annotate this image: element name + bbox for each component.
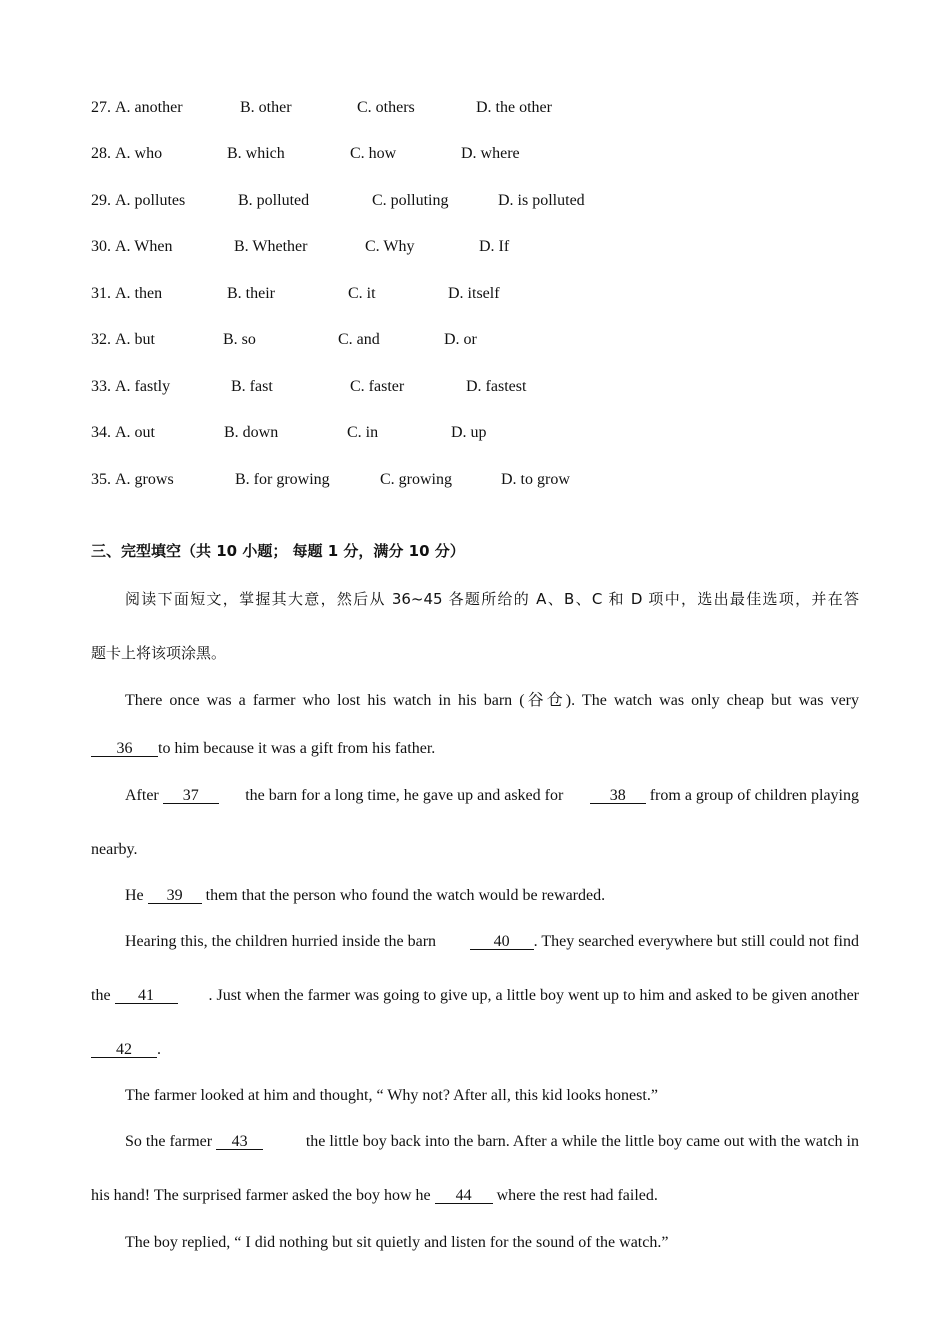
option-d: D. the other: [476, 99, 552, 116]
passage-line: He 39 them that the person who found the watch would be rewarded.: [125, 887, 606, 904]
passage-line: the 41 . Just when the farmer was going to give up, a little boy went up to him and asked to be given another: [91, 987, 859, 1004]
passage-line: 42 .: [91, 1041, 161, 1059]
passage-line: Hearing this, the children hurried inside the barn 40 . They searched everywhere but still could not find: [125, 933, 859, 950]
option-a: A. pollutes: [115, 192, 186, 209]
option-a: A. When: [115, 238, 173, 255]
passage-text: to him because it was a gift from his father.: [158, 740, 436, 757]
option-d: D. where: [461, 145, 520, 162]
option-d: D. is polluted: [498, 192, 585, 209]
passage-line: The boy replied, “ I did nothing but sit quietly and listen for the sound of the watch.”: [125, 1234, 669, 1251]
option-a: A. but: [115, 331, 155, 348]
passage-line: his hand! The surprised farmer asked the boy how he 44 where the rest had failed.: [91, 1187, 658, 1204]
question-number: 31.: [91, 285, 111, 302]
answer-blank: 42: [91, 1042, 157, 1058]
option-a: A. fastly: [115, 378, 171, 395]
question-number: 29.: [91, 192, 111, 209]
option-b: B. fast: [231, 378, 273, 395]
option-c: C. faster: [350, 378, 405, 395]
answer-blank: 36: [91, 741, 158, 757]
option-c: C. how: [350, 145, 397, 162]
option-c: C. it: [348, 285, 376, 302]
option-c: C. growing: [380, 471, 452, 488]
option-a: A. out: [115, 424, 155, 441]
question-number: 27.: [91, 99, 111, 116]
option-d: D. up: [451, 424, 487, 441]
instructions-line-1: 阅读下面短文，掌握其大意，然后从 36~45 各题所给的 A、B、C 和 D 项中，选出最佳选项，并在答: [125, 590, 859, 608]
question-number: 32.: [91, 331, 111, 348]
option-a: A. another: [115, 99, 183, 116]
passage-line: There once was a farmer who lost his watch in his barn (谷仓). The watch was only cheap but was very: [125, 692, 859, 709]
answer-blank: 38: [590, 788, 646, 804]
passage-line: So the farmer 43 the little boy back into the barn. After a while the little boy came out with the watch in: [125, 1133, 859, 1150]
option-b: B. other: [240, 99, 292, 116]
option-a: A. grows: [115, 471, 174, 488]
passage-text: After 37: [125, 787, 219, 805]
option-d: D. fastest: [466, 378, 527, 395]
passage-line: nearby.: [91, 841, 138, 858]
question-number: 34.: [91, 424, 111, 441]
option-c: C. others: [357, 99, 415, 116]
option-c: C. in: [347, 424, 379, 441]
passage-line: [125, 787, 859, 805]
answer-blank: 44: [435, 1188, 493, 1204]
answer-blank: 37: [163, 788, 219, 804]
instructions-line-2: 题卡上将该项涂黑。: [91, 644, 227, 662]
option-b: B. polluted: [238, 192, 310, 209]
option-a: A. then: [115, 285, 163, 302]
option-b: B. their: [227, 285, 275, 302]
answer-blank: 43: [216, 1134, 263, 1150]
question-number: 30.: [91, 238, 111, 255]
option-d: D. If: [479, 238, 510, 255]
answer-blank: 40: [470, 934, 534, 950]
question-number: 33.: [91, 378, 111, 395]
passage-line: The farmer looked at him and thought, “ Why not? After all, this kid looks honest.”: [125, 1087, 658, 1104]
section-heading: 三、完型填空（共 10 小题； 每题 1 分，满分 10 分）: [91, 542, 465, 560]
answer-blank: 41: [115, 988, 178, 1004]
passage-text: the barn for a long time, he gave up and asked for: [245, 787, 564, 804]
option-d: D. to grow: [501, 471, 570, 488]
option-b: B. Whether: [234, 238, 308, 255]
option-c: C. polluting: [372, 192, 449, 209]
option-b: B. so: [223, 331, 256, 348]
option-c: C. Why: [365, 238, 415, 255]
option-a: A. who: [115, 145, 163, 162]
answer-blank: 39: [148, 888, 202, 904]
option-b: B. for growing: [235, 471, 330, 488]
question-number: 28.: [91, 145, 111, 162]
passage-text: 38 from a group of children playing: [590, 787, 859, 805]
option-b: B. which: [227, 145, 285, 162]
option-c: C. and: [338, 331, 380, 348]
option-d: D. or: [444, 331, 477, 348]
option-d: D. itself: [448, 285, 500, 302]
question-number: 35.: [91, 471, 111, 488]
passage-line: [91, 740, 435, 758]
option-b: B. down: [224, 424, 279, 441]
